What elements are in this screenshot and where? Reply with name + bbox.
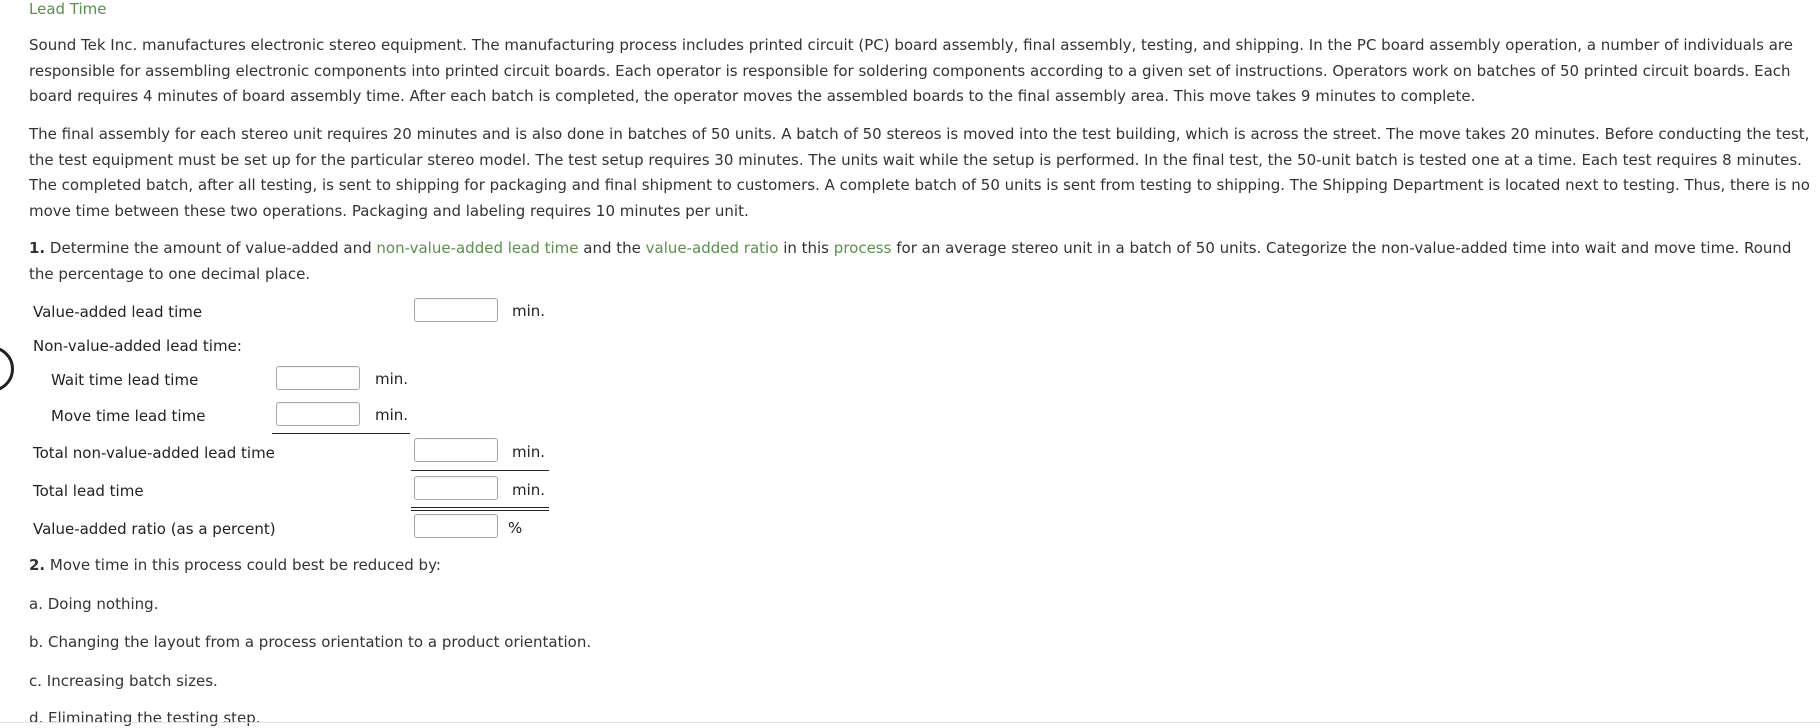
value-added-input[interactable] <box>414 298 498 322</box>
question-1-number: 1. <box>29 239 46 257</box>
total-lead-time-input[interactable] <box>414 476 498 500</box>
question-1-text-b: and the <box>583 239 641 257</box>
value-added-ratio-label: Value-added ratio (as a percent) <box>33 520 276 538</box>
total-nva-label: Total non-value-added lead time <box>33 444 275 462</box>
value-added-ratio-input[interactable] <box>414 514 498 538</box>
move-time-input[interactable] <box>276 402 360 426</box>
move-time-unit: min. <box>375 406 409 424</box>
question-2 <box>29 555 441 575</box>
total-lead-time-unit: min. <box>512 481 546 499</box>
question-1 <box>29 236 1819 287</box>
nva-header-label: Non-value-added lead time: <box>33 337 242 355</box>
glossary-link-nva-lead-time[interactable]: non-value-added lead time <box>376 239 579 257</box>
total-nva-input[interactable] <box>414 438 498 462</box>
question-1-text-d: for an average stereo unit in a batch of 50 units. Categorize the non-value-added time into wait and move time. Round the percentage to one decimal place. <box>29 239 1792 283</box>
paragraph-intro: Sound Tek Inc. manufactures electronic stereo equipment. The manufacturing process includes printed circuit (PC) board assembly, final assembly, testing, and shipping. In the PC board assembly operation, a number of individuals are responsible for assembling electronic components into printed circuit boards. Each operator is responsible for soldering components according to a given set of instructions. Operators work on batches of 50 printed circuit boards. Each board requires 4 minutes of board assembly time. After each batch is completed, the operator moves the assembled boards to the final assembly area. This move takes 9 minutes to complete. <box>29 36 1793 105</box>
total-nva-rule <box>411 470 549 471</box>
question-1-text-c: in this <box>783 239 830 257</box>
question-2-text: Move time in this process could best be reduced by: <box>49 556 441 574</box>
wait-time-unit: min. <box>375 370 409 388</box>
paragraph-process: The final assembly for each stereo unit requires 20 minutes and is also done in batches of 50 units. A batch of 50 stereos is moved into the test building, which is across the street. The move takes 20 minutes. Before conducting the test, the test equipment must be set up for the particular stereo model. The test setup requires 30 minutes. The units wait while the setup is performed. In the final test, the 50-unit batch is tested one at a time. Each test requires 8 minutes. The completed batch, after all testing, is sent to shipping for packaging and final shipment to customers. A complete batch of 50 units is sent from testing to shipping. The Shipping Department is located next to testing. Thus, there is no move time between these two operations. Packaging and labeling requires 10 minutes per unit. <box>29 125 1810 220</box>
subtotal-rule <box>272 433 410 434</box>
page-title: Lead Time <box>29 0 107 18</box>
total-lead-time-label: Total lead time <box>33 482 144 500</box>
question-2-number: 2. <box>29 556 46 574</box>
circle-control-icon[interactable] <box>0 346 14 392</box>
option-c[interactable]: c. Increasing batch sizes. <box>29 672 218 690</box>
glossary-link-process[interactable]: process <box>833 239 892 257</box>
question-1-text-a: Determine the amount of value-added and <box>49 239 372 257</box>
move-time-label: Move time lead time <box>51 407 206 425</box>
value-added-ratio-unit: % <box>508 519 523 537</box>
option-d[interactable]: d. Eliminating the testing step. <box>29 709 261 727</box>
option-b[interactable]: b. Changing the layout from a process orientation to a product orientation. <box>29 633 592 651</box>
value-added-unit: min. <box>512 302 546 320</box>
wait-time-label: Wait time lead time <box>51 371 199 389</box>
value-added-label: Value-added lead time <box>33 303 203 321</box>
total-double-rule-bottom <box>411 510 549 511</box>
viewport-divider <box>0 722 1820 723</box>
total-nva-unit: min. <box>512 443 546 461</box>
glossary-link-value-added-ratio[interactable]: value-added ratio <box>645 239 779 257</box>
option-a[interactable]: a. Doing nothing. <box>29 595 159 613</box>
total-double-rule-top <box>411 507 549 508</box>
wait-time-input[interactable] <box>276 366 360 390</box>
